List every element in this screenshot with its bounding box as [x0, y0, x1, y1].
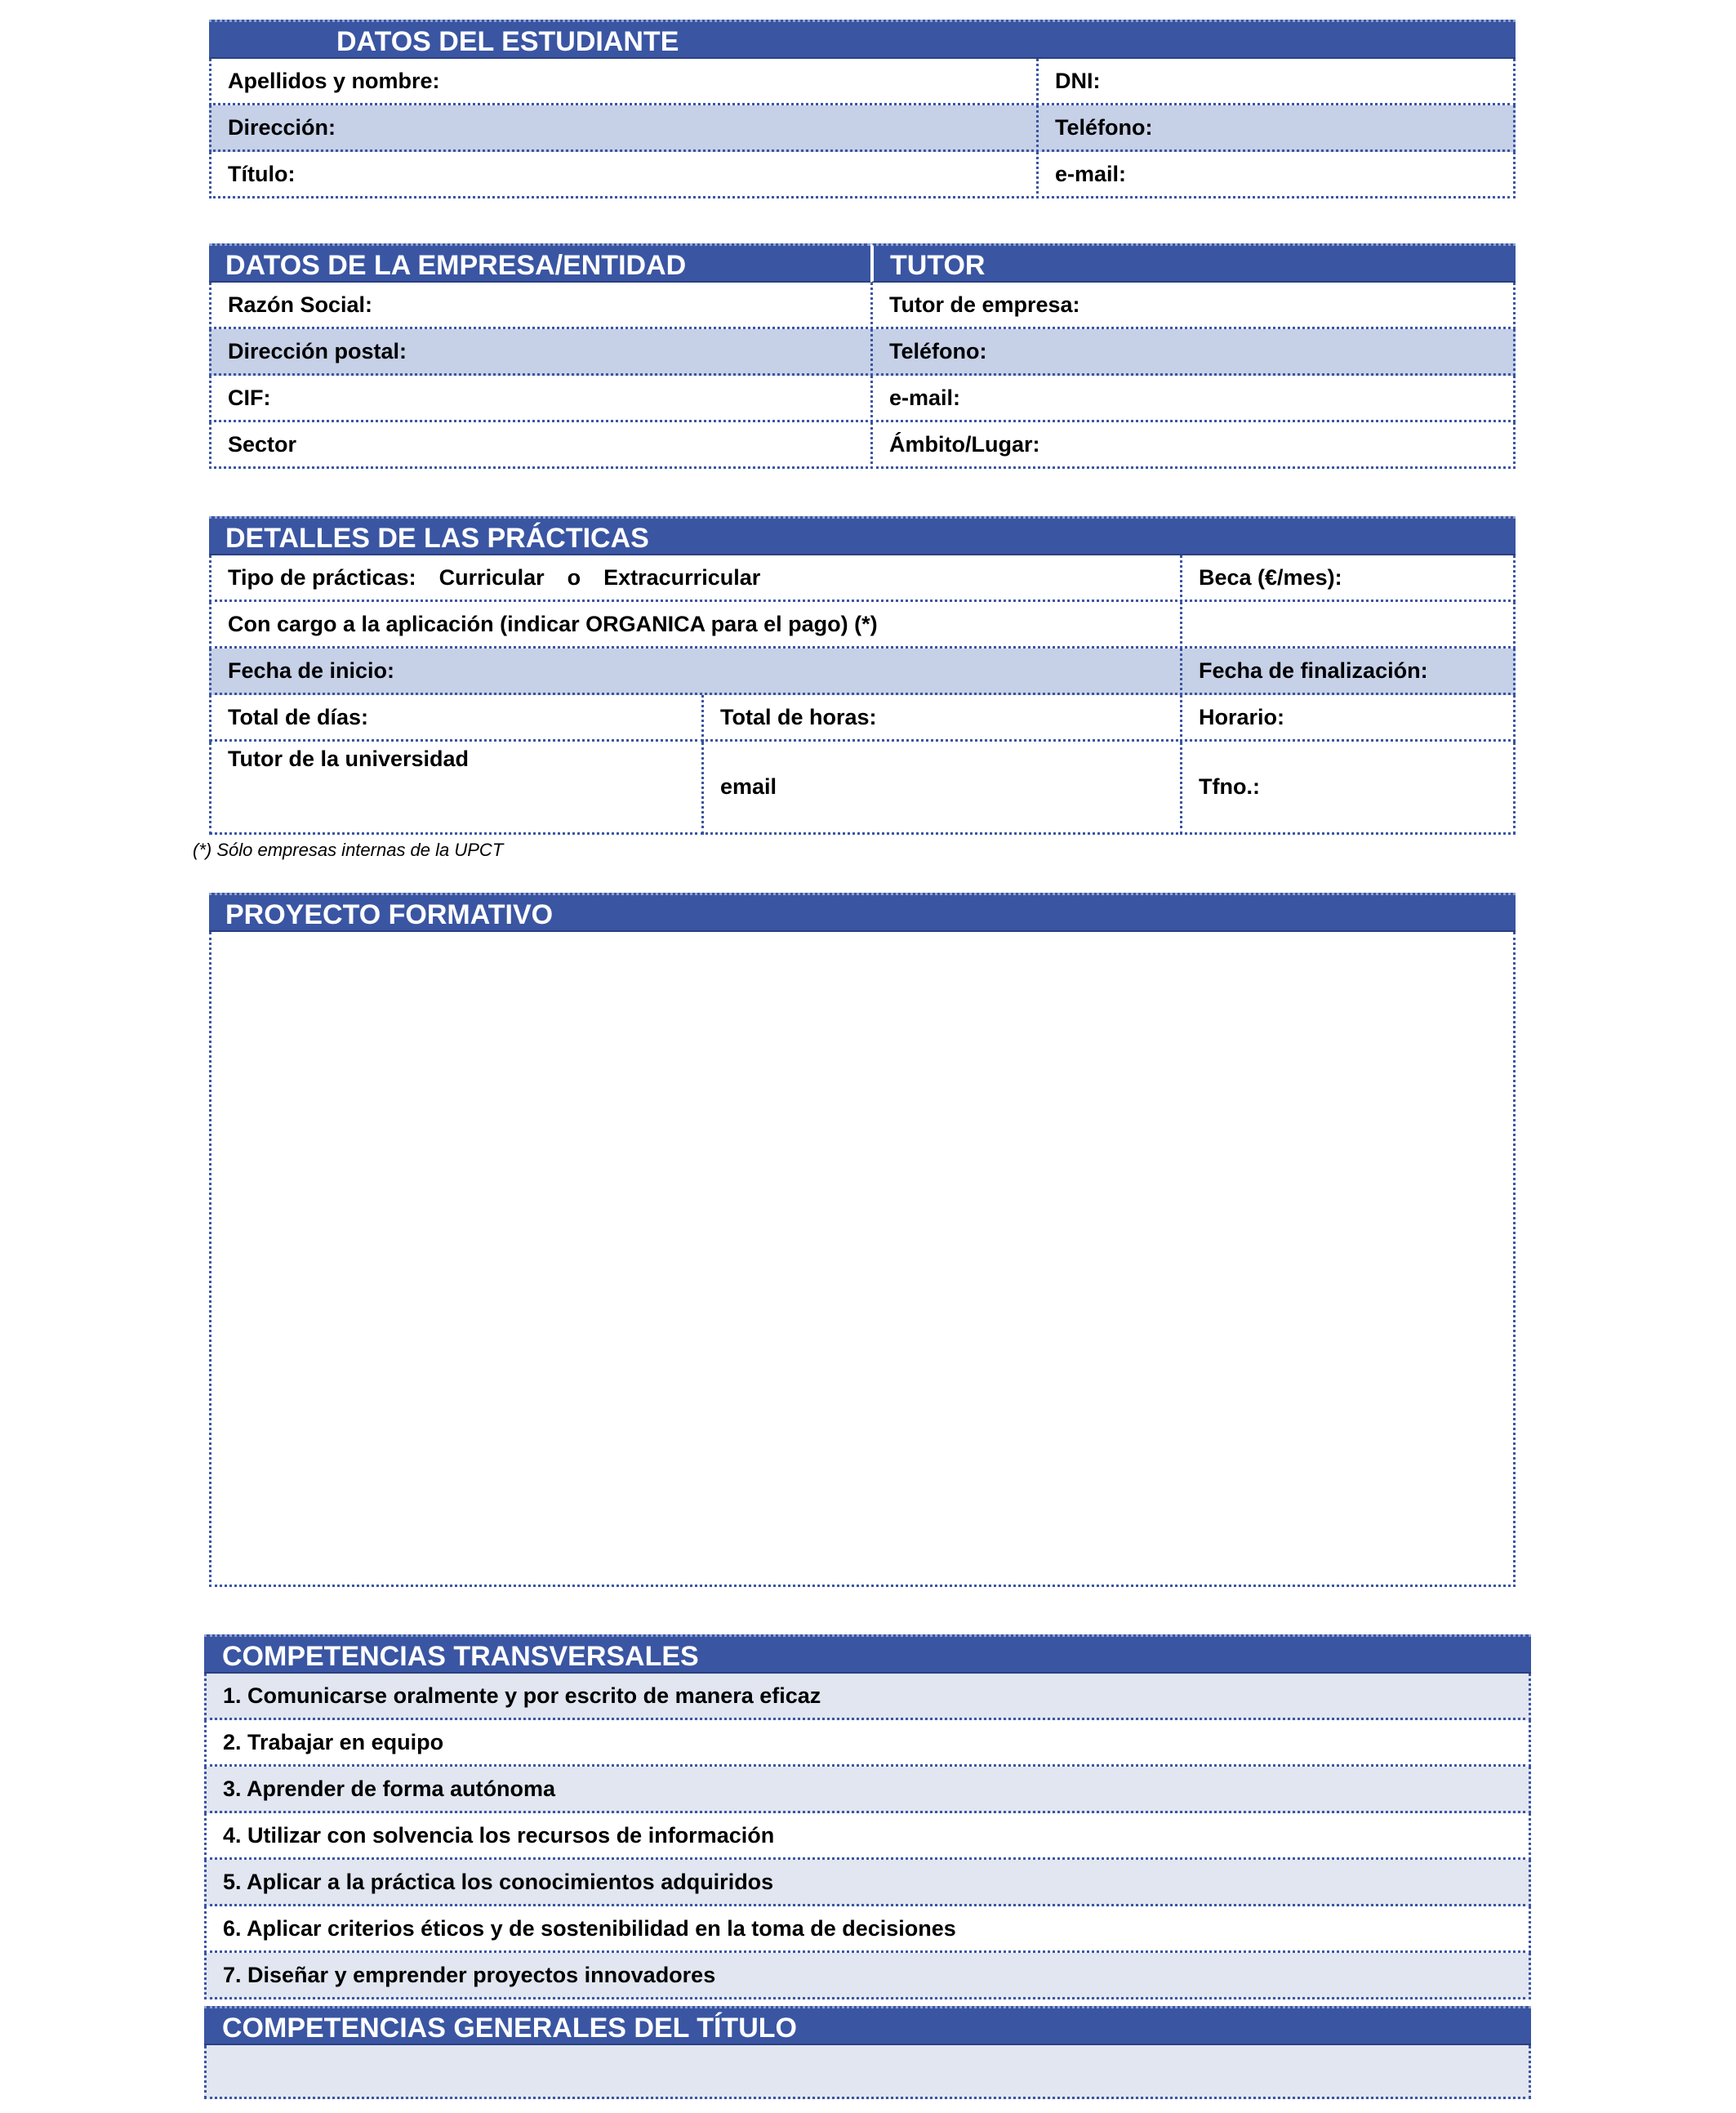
tutor-phone-field[interactable]: Teléfono:: [870, 329, 1516, 376]
company-name-field[interactable]: Razón Social:: [209, 283, 873, 329]
total-days-field[interactable]: Total de días:: [209, 695, 704, 742]
competency-item: 5. Aplicar a la práctica los conocimientos adquiridos: [204, 1860, 1531, 1906]
grant-field[interactable]: Beca (€/mes):: [1180, 555, 1516, 602]
university-tutor-field[interactable]: Tutor de la universidad: [209, 742, 704, 835]
student-dni-field[interactable]: DNI:: [1036, 59, 1516, 105]
competency-item: 2. Trabajar en equipo: [204, 1720, 1531, 1767]
competency-item: 7. Diseñar y emprender proyectos innovadores: [204, 1953, 1531, 1999]
internship-section-header: DETALLES DE LAS PRÁCTICAS: [209, 516, 1516, 555]
start-date-field[interactable]: Fecha de inicio:: [209, 649, 1182, 695]
student-section-header: DATOS DEL ESTUDIANTE: [209, 20, 1516, 59]
option-extracurricular[interactable]: Extracurricular: [603, 564, 761, 590]
option-separator: o: [567, 564, 581, 590]
general-competencies-field[interactable]: [204, 2045, 1531, 2099]
budget-application-field[interactable]: Con cargo a la aplicación (indicar ORGANICA para el pago) (*): [209, 602, 1182, 649]
schedule-field[interactable]: Horario:: [1180, 695, 1516, 742]
end-date-field[interactable]: Fecha de finalización:: [1180, 649, 1516, 695]
tutor-scope-field[interactable]: Ámbito/Lugar:: [870, 422, 1516, 469]
student-address-field[interactable]: Dirección:: [209, 105, 1039, 152]
competency-item: 3. Aprender de forma autónoma: [204, 1767, 1531, 1813]
competency-item: 4. Utilizar con solvencia los recursos de información: [204, 1813, 1531, 1860]
company-tutor-field[interactable]: Tutor de empresa:: [870, 283, 1516, 329]
company-section-header: DATOS DE LA EMPRESA/ENTIDAD: [209, 243, 870, 283]
university-tutor-phone-field[interactable]: Tfno.:: [1180, 742, 1516, 835]
tutor-email-field[interactable]: e-mail:: [870, 376, 1516, 422]
grant-value-field[interactable]: [1180, 602, 1516, 649]
general-competencies-header: COMPETENCIAS GENERALES DEL TÍTULO: [204, 2006, 1531, 2045]
company-address-field[interactable]: Dirección postal:: [209, 329, 873, 376]
option-curricular[interactable]: Curricular: [438, 564, 545, 590]
competency-item: 6. Aplicar criterios éticos y de sostenibilidad en la toma de decisiones: [204, 1906, 1531, 1953]
project-textarea[interactable]: [209, 932, 1516, 1587]
total-hours-field[interactable]: Total de horas:: [701, 695, 1182, 742]
student-phone-field[interactable]: Teléfono:: [1036, 105, 1516, 152]
company-cif-field[interactable]: CIF:: [209, 376, 873, 422]
university-tutor-email-field[interactable]: email: [701, 742, 1182, 835]
competencies-section-header: COMPETENCIAS TRANSVERSALES: [204, 1634, 1531, 1674]
competency-item: 1. Comunicarse oralmente y por escrito de manera eficaz: [204, 1674, 1531, 1720]
project-section-header: PROYECTO FORMATIVO: [209, 893, 1516, 932]
internship-type-field[interactable]: Tipo de prácticas: Curricular o Extracurricular: [209, 555, 1182, 602]
tutor-section-header: TUTOR: [870, 243, 1516, 283]
student-degree-field[interactable]: Título:: [209, 152, 1039, 198]
student-name-field[interactable]: Apellidos y nombre:: [209, 59, 1039, 105]
footnote: (*) Sólo empresas internas de la UPCT: [193, 840, 504, 860]
student-email-field[interactable]: e-mail:: [1036, 152, 1516, 198]
company-sector-field[interactable]: Sector: [209, 422, 873, 469]
